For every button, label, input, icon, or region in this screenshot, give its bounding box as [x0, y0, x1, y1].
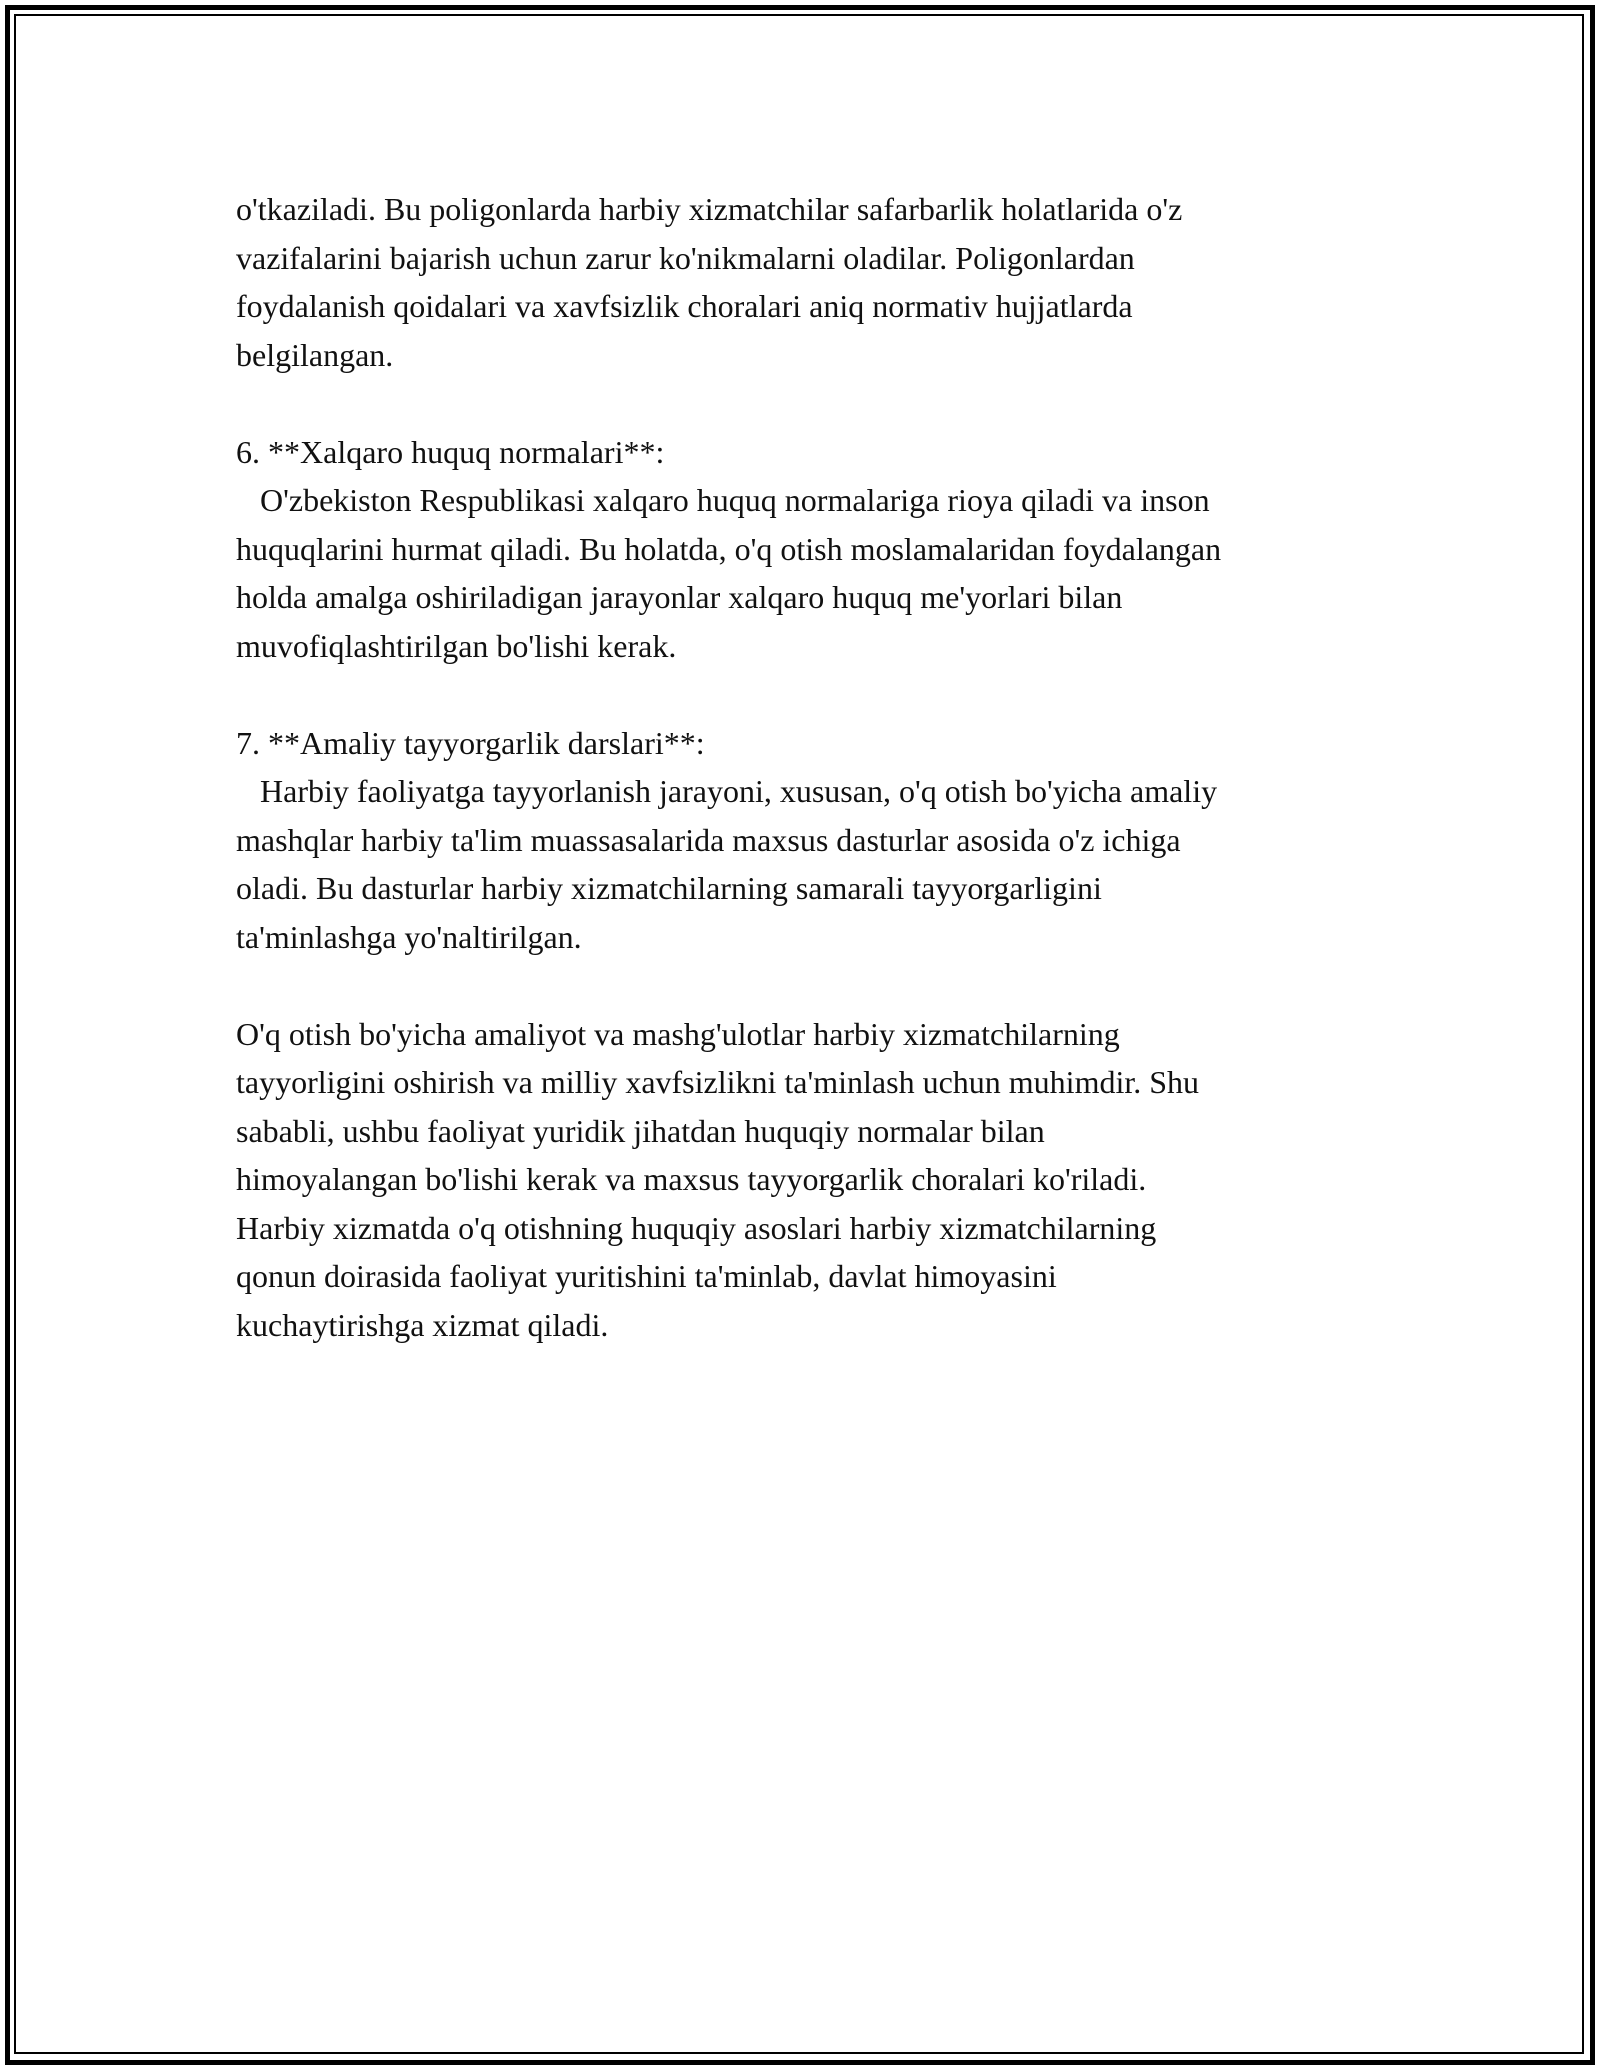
paragraph-gap [236, 961, 1386, 1010]
text-line: Harbiy xizmatda o'q otishning huquqiy asoslari harbiy xizmatchilarning [236, 1209, 1157, 1246]
text-line: kuchaytirishga xizmat qiladi. [236, 1306, 609, 1343]
text-line: O'zbekiston Respublikasi xalqaro huquq normalariga rioya qiladi va inson [236, 482, 1210, 518]
text-line: ta'minlashga yo'naltirilgan. [236, 918, 582, 955]
text-line: O'q otish bo'yicha amaliyot va mashg'ulotlar harbiy xizmatchilarning [236, 1015, 1120, 1052]
text-line: Harbiy faoliyatga tayyorlanish jarayoni, xususan, o'q otish bo'yicha amaliy [236, 773, 1218, 809]
text-line: tayyorligini oshirish va milliy xavfsizlikni ta'minlash uchun muhimdir. Shu [236, 1064, 1200, 1100]
paragraph-gap [236, 670, 1386, 719]
document-body [236, 185, 1386, 1349]
paragraph-gap [236, 379, 1386, 428]
text-line: huquqlarini hurmat qiladi. Bu holatda, o'q otish moslamalaridan foydalangan [236, 530, 1222, 567]
text-line: holda amalga oshiriladigan jarayonlar xalqaro huquq me'yorlari bilan [236, 579, 1123, 615]
text-line: vazifalarini bajarish uchun zarur ko'nikmalarni oladilar. Poligonlardan [236, 239, 1135, 276]
text-line: mashqlar harbiy ta'lim muassasalarida maxsus dasturlar asosida o'z ichiga [236, 821, 1181, 858]
conclusion-paragraph [236, 1010, 1386, 1350]
text-line: sababli, ushbu faoliyat yuridik jihatdan huquqiy normalar bilan [236, 1112, 1045, 1149]
text-line: oladi. Bu dasturlar harbiy xizmatchilarning samarali tayyorgarligini [236, 870, 1102, 906]
section-heading: 7. **Amaliy tayyorgarlik darslari**: [236, 724, 705, 761]
text-line: qonun doirasida faoliyat yuritishini ta'minlab, davlat himoyasini [236, 1258, 1057, 1294]
text-line: muvofiqlashtirilgan bo'lishi kerak. [236, 627, 677, 664]
paragraph-continuation [236, 185, 1386, 379]
section-heading: 6. **Xalqaro huquq normalari**: [236, 433, 665, 470]
text-line: himoyalangan bo'lishi kerak va maxsus tayyorgarlik choralari ko'riladi. [236, 1161, 1147, 1197]
text-line: foydalanish qoidalari va xavfsizlik choralari aniq normativ hujjatlarda [236, 288, 1133, 324]
text-line: o'tkaziladi. Bu poligonlarda harbiy xizmatchilar safarbarlik holatlarida o'z [236, 191, 1183, 227]
section-international-law [236, 428, 1386, 671]
section-practical-training [236, 719, 1386, 962]
text-line: belgilangan. [236, 336, 394, 373]
